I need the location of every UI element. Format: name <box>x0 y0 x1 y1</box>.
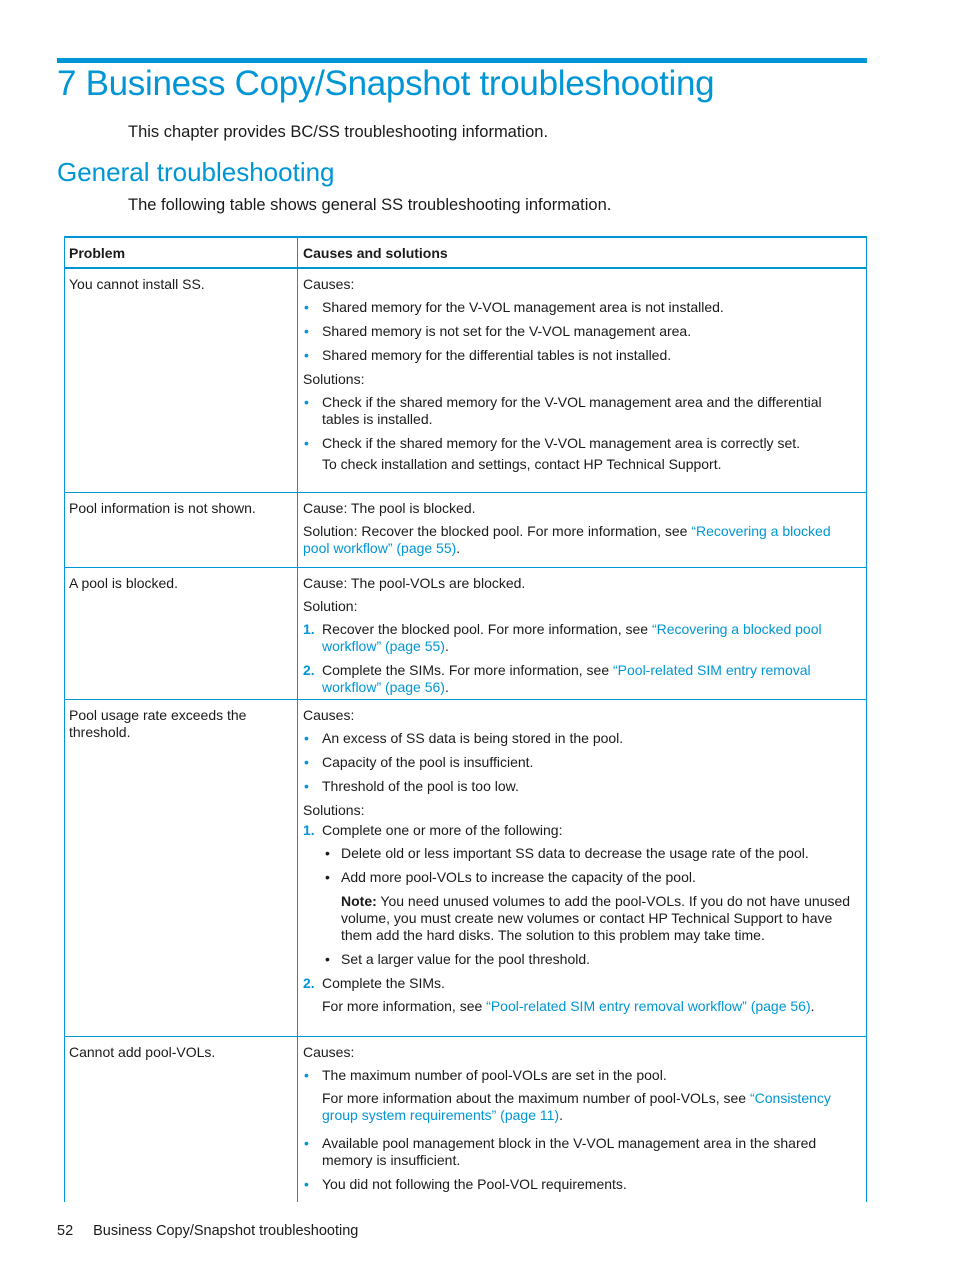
causes-label: Causes: <box>303 276 355 292</box>
cross-reference-link[interactable]: “Pool-related SIM entry removal workflow” (page 56) <box>322 662 811 695</box>
solution-label: Solution: <box>303 598 358 614</box>
step-more-info <box>322 998 860 1015</box>
cause-text: The maximum number of pool-VOLs are set in the pool. <box>322 1067 667 1083</box>
list-item: • An excess of SS data is being stored in the pool. <box>303 730 860 747</box>
list-item: • Shared memory for the differential tables is not installed. <box>303 347 860 364</box>
problem-cell: Pool usage rate exceeds the threshold. <box>69 707 247 740</box>
numbered-step <box>303 621 860 655</box>
punctuation: . <box>810 998 815 1014</box>
list-item: • Threshold of the pool is too low. <box>303 778 860 795</box>
more-info-text: For more information about the maximum number of pool-VOLs, see <box>322 1090 750 1106</box>
punctuation: . <box>456 540 461 556</box>
problem-cell: You cannot install SS. <box>69 276 205 292</box>
more-info-text: For more information, see <box>322 998 487 1014</box>
note-text: You need unused volumes to add the pool-VOLs. If you do not have unused volume, you must create new volumes or contact HP Technical Support to have them add the hard disks. The solution to this problem may take time. <box>341 893 851 943</box>
running-title: Business Copy/Snapshot troubleshooting <box>93 1223 359 1239</box>
list-item: • Shared memory for the V-VOL management area is not installed. <box>303 299 860 316</box>
causes-label: Causes: <box>303 707 355 723</box>
punctuation: . <box>444 638 449 654</box>
list-item: • Shared memory is not set for the V-VOL management area. <box>303 323 860 340</box>
solution-paragraph <box>303 523 860 557</box>
cause-more-info <box>322 1090 860 1124</box>
note-block <box>341 893 860 944</box>
step-number: 2. <box>303 662 315 678</box>
numbered-step <box>303 662 860 696</box>
header-causes: Causes and solutions <box>303 245 448 261</box>
table-row <box>65 493 866 568</box>
list-item: • Capacity of the pool is insufficient. <box>303 754 860 771</box>
chapter-title: 7 Business Copy/Snapshot troubleshooting <box>57 64 715 103</box>
table-row <box>65 700 866 1037</box>
cross-reference-link[interactable]: “Consistency group system requirements” (page 11) <box>322 1090 831 1123</box>
step-text: Complete one or more of the following: <box>322 822 563 838</box>
step-number: 1. <box>303 621 315 637</box>
solution-text: Solution: Recover the blocked pool. For more information, see <box>303 523 692 539</box>
step-text: Complete the SIMs. <box>322 975 445 991</box>
section-intro: The following table shows general SS troubleshooting information. <box>128 196 612 214</box>
cause-text: Cause: The pool is blocked. <box>303 500 476 516</box>
punctuation: . <box>559 1107 563 1123</box>
chapter-intro: This chapter provides BC/SS troubleshooting information. <box>128 123 549 141</box>
table-header-row <box>65 238 866 269</box>
cross-reference-link[interactable]: “Recovering a blocked pool workflow” (page 55) <box>322 621 822 654</box>
troubleshooting-table <box>64 236 867 1202</box>
sub-list-item: • Set a larger value for the pool threshold. <box>322 951 860 968</box>
table-row <box>65 269 866 493</box>
causes-label: Causes: <box>303 1044 355 1060</box>
section-title: General troubleshooting <box>57 157 335 187</box>
step-number: 1. <box>303 822 315 838</box>
numbered-step <box>303 975 860 1015</box>
list-item: • Available pool management block in the V-VOL management area in the shared memory is insufficient. <box>303 1135 860 1169</box>
cross-reference-link[interactable]: “Recovering a blocked pool workflow” (page 55) <box>303 523 831 556</box>
list-item <box>303 435 860 473</box>
solution-note: To check installation and settings, contact HP Technical Support. <box>322 456 722 472</box>
header-problem: Problem <box>65 238 298 267</box>
list-item <box>303 1067 860 1124</box>
cause-text: Cause: The pool-VOLs are blocked. <box>303 575 526 591</box>
list-item: • You did not following the Pool-VOL requirements. <box>303 1176 860 1193</box>
step-number: 2. <box>303 975 315 991</box>
punctuation: . <box>444 679 449 695</box>
cross-reference-link[interactable]: “Pool-related SIM entry removal workflow” (page 56) <box>486 998 811 1014</box>
numbered-step <box>303 822 860 968</box>
page-footer <box>57 1223 358 1239</box>
sub-item-text: Add more pool-VOLs to increase the capacity of the pool. <box>341 869 696 885</box>
step-text: Recover the blocked pool. For more information, see <box>322 621 652 637</box>
problem-cell: Cannot add pool-VOLs. <box>69 1044 216 1060</box>
solution-text: Check if the shared memory for the V-VOL management area is correctly set. <box>322 435 801 451</box>
solutions-label: Solutions: <box>303 371 365 387</box>
problem-cell: Pool information is not shown. <box>69 500 256 516</box>
page-number: 52 <box>57 1223 74 1239</box>
sub-list-item <box>322 869 860 944</box>
list-item: • Check if the shared memory for the V-VOL management area and the differential tables is installed. <box>303 394 860 428</box>
solutions-label: Solutions: <box>303 802 365 818</box>
note-label: Note: <box>341 893 377 909</box>
table-row <box>65 568 866 700</box>
sub-list-item: • Delete old or less important SS data to decrease the usage rate of the pool. <box>322 845 860 862</box>
step-text: Complete the SIMs. For more information, see <box>322 662 613 678</box>
chapter-top-rule <box>57 58 867 63</box>
table-row <box>65 1037 866 1202</box>
problem-cell: A pool is blocked. <box>69 575 178 591</box>
